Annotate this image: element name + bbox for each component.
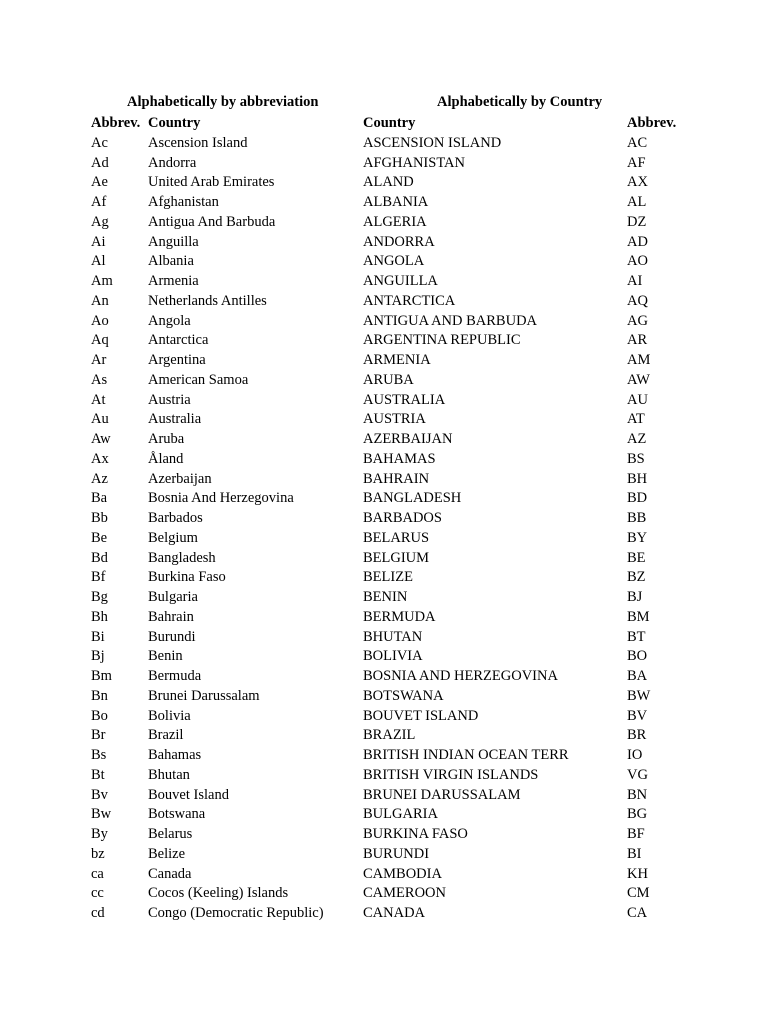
left-country-column (148, 114, 324, 924)
right-country-cell: AFGHANISTAN (363, 154, 465, 171)
right-country-cell: BURKINA FASO (363, 826, 468, 842)
right-country-header: Country (363, 115, 416, 131)
left-abbrev-cell: ca (91, 865, 104, 882)
left-country-cell: Belarus (148, 826, 193, 842)
heading-by-country: Alphabetically by Country (437, 94, 603, 110)
left-abbrev-cell: Bs (91, 747, 107, 763)
right-country-cell: BARBADOS (363, 510, 442, 526)
left-abbrev-cell: Bg (91, 589, 108, 605)
right-country-cell: BRITISH INDIAN OCEAN TERR (363, 747, 569, 763)
right-country-cell: ANDORRA (363, 233, 435, 250)
right-country-cell: BELIZE (363, 569, 413, 586)
left-abbrev-cell: bz (91, 845, 105, 862)
left-country-cell: Cocos (Keeling) Islands (148, 885, 289, 902)
right-abbrev-cell: AF (627, 154, 646, 171)
right-country-cell: BURUNDI (363, 845, 430, 862)
right-country-cell: AZERBAIJAN (363, 431, 453, 447)
left-abbrev-cell: Bo (91, 707, 108, 724)
right-country-cell: BENIN (363, 589, 408, 605)
left-country-cell: Bolivia (148, 707, 191, 724)
right-abbrev-cell: BB (627, 510, 647, 526)
left-abbrev-cell: As (91, 371, 108, 388)
right-abbrev-cell: CA (627, 905, 648, 921)
left-country-cell: Bhutan (148, 766, 190, 783)
right-country-column (363, 114, 569, 924)
left-abbrev-cell: By (91, 826, 108, 842)
left-abbrev-cell: Bm (91, 668, 112, 684)
right-country-cell: ANGUILLA (363, 273, 438, 289)
left-country-cell: Bermuda (148, 668, 202, 684)
right-abbrev-cell: BS (627, 450, 645, 467)
left-abbrev-cell: Az (91, 470, 108, 487)
right-abbrev-cell: AZ (627, 431, 647, 447)
right-country-cell: BOSNIA AND HERZEGOVINA (363, 668, 558, 684)
right-abbrev-cell: BR (627, 727, 647, 744)
right-abbrev-cell: BZ (627, 569, 646, 586)
right-abbrev-cell: AD (627, 233, 648, 250)
left-country-cell: Belgium (148, 529, 198, 546)
right-country-cell: BELARUS (363, 529, 430, 546)
right-country-cell: AUSTRIA (363, 411, 426, 428)
right-abbrev-cell: VG (627, 766, 648, 783)
left-country-cell: Albania (148, 253, 194, 270)
left-country-cell: Anguilla (148, 233, 199, 250)
right-abbrev-column (627, 114, 676, 924)
left-country-cell: Azerbaijan (148, 470, 212, 487)
left-country-cell: Ascension Island (148, 134, 248, 151)
right-country-cell: BAHAMAS (363, 450, 436, 467)
right-abbrev-cell: BE (627, 549, 646, 566)
right-abbrev-cell: BD (627, 490, 648, 507)
left-abbrev-cell: Ao (91, 312, 109, 329)
right-country-cell: ARMENIA (363, 352, 431, 368)
right-country-cell: ARGENTINA REPUBLIC (363, 332, 521, 349)
left-country-cell: Bahamas (148, 747, 202, 763)
left-abbrev-cell: Ad (91, 154, 109, 171)
heading-by-abbreviation: Alphabetically by abbreviation (127, 94, 319, 110)
right-country-cell: BRAZIL (363, 727, 416, 744)
right-country-cell: CAMBODIA (363, 865, 442, 882)
right-abbrev-cell: AT (627, 411, 645, 428)
right-abbrev-cell: DZ (627, 213, 647, 230)
left-abbrev-cell: Aq (91, 332, 109, 349)
left-abbrev-cell: Bn (91, 687, 108, 704)
left-abbrev-cell: Bw (91, 806, 112, 823)
left-country-cell: Brazil (148, 727, 184, 744)
right-country-cell: BERMUDA (363, 608, 436, 625)
left-abbrev-cell: Ax (91, 450, 109, 467)
right-country-cell: CAMEROON (363, 885, 446, 902)
right-abbrev-cell: BH (627, 470, 648, 487)
left-abbrev-cell: Bb (91, 510, 108, 526)
left-abbrev-cell: At (91, 391, 106, 408)
right-country-cell: BELGIUM (363, 549, 430, 566)
left-country-cell: Aruba (148, 431, 185, 447)
right-country-cell: BAHRAIN (363, 470, 430, 487)
left-country-cell: Argentina (148, 352, 206, 368)
left-abbrev-cell: Bj (91, 648, 105, 665)
right-abbrev-cell: AW (627, 371, 650, 388)
left-country-cell: Canada (148, 865, 192, 882)
left-country-cell: Austria (148, 391, 191, 408)
left-abbrev-cell: cc (91, 885, 104, 902)
left-abbrev-cell: Au (91, 411, 109, 428)
left-abbrev-cell: Af (91, 194, 107, 210)
right-abbrev-cell: BN (627, 786, 648, 803)
left-country-cell: Belize (148, 845, 186, 862)
right-country-cell: ARUBA (363, 371, 414, 388)
left-abbrev-cell: Am (91, 273, 113, 289)
left-abbrev-cell: Br (91, 727, 106, 744)
left-abbrev-cell: Bt (91, 766, 105, 783)
left-country-header: Country (148, 115, 201, 131)
right-abbrev-cell: IO (627, 747, 643, 763)
right-abbrev-cell: BW (627, 687, 651, 704)
left-abbrev-cell: Aw (91, 431, 111, 447)
right-abbrev-cell: BJ (627, 589, 643, 605)
right-country-cell: ALBANIA (363, 194, 429, 210)
right-abbrev-cell: AM (627, 352, 651, 368)
left-country-cell: Antarctica (148, 332, 209, 349)
left-country-cell: Antigua And Barbuda (148, 213, 276, 230)
right-country-cell: BOLIVIA (363, 648, 423, 665)
right-country-cell: BRUNEI DARUSSALAM (363, 786, 521, 803)
right-abbrev-header: Abbrev. (627, 115, 677, 131)
left-abbrev-cell: Bi (91, 628, 105, 645)
right-abbrev-cell: AI (627, 273, 643, 289)
left-country-cell: Botswana (148, 806, 206, 823)
left-abbrev-cell: Bd (91, 549, 108, 566)
right-abbrev-cell: AQ (627, 292, 648, 309)
right-country-cell: BHUTAN (363, 628, 423, 645)
left-abbrev-cell: Ar (91, 352, 107, 368)
left-abbrev-cell: Al (91, 253, 106, 270)
left-country-cell: Bahrain (148, 608, 194, 625)
left-country-cell: Bangladesh (148, 549, 216, 566)
left-abbrev-cell: Bv (91, 786, 108, 803)
left-abbrev-cell: Ag (91, 213, 109, 230)
right-country-cell: ASCENSION ISLAND (363, 134, 502, 151)
right-country-cell: ALGERIA (363, 213, 427, 230)
right-abbrev-cell: CM (627, 885, 650, 902)
right-country-cell: BOUVET ISLAND (363, 707, 479, 724)
left-abbrev-cell: Ba (91, 490, 108, 507)
right-country-cell: BOTSWANA (363, 687, 444, 704)
left-country-cell: Afghanistan (148, 194, 219, 210)
left-country-cell: Bouvet Island (148, 786, 229, 803)
right-country-cell: CANADA (363, 905, 426, 921)
left-country-cell: Åland (148, 450, 184, 467)
left-abbrev-cell: Ai (91, 233, 106, 250)
left-country-cell: Bosnia And Herzegovina (148, 490, 294, 507)
left-country-cell: Burundi (148, 628, 196, 645)
left-country-cell: American Samoa (148, 371, 249, 388)
left-country-cell: Armenia (148, 273, 199, 289)
right-abbrev-cell: BM (627, 608, 650, 625)
right-abbrev-cell: KH (627, 865, 648, 882)
left-abbrev-header: Abbrev. (91, 115, 141, 131)
right-abbrev-cell: AO (627, 253, 648, 270)
left-abbrev-cell: Ae (91, 174, 108, 191)
left-country-cell: Netherlands Antilles (148, 292, 267, 309)
left-abbrev-cell: An (91, 292, 109, 309)
right-abbrev-cell: AU (627, 391, 648, 408)
left-country-cell: Andorra (148, 154, 197, 171)
right-abbrev-cell: AX (627, 174, 648, 191)
right-country-cell: BULGARIA (363, 806, 438, 823)
right-abbrev-cell: BY (627, 529, 648, 546)
left-abbrev-cell: cd (91, 905, 105, 921)
left-country-cell: Congo (Democratic Republic) (148, 905, 324, 921)
right-country-cell: ALAND (363, 174, 414, 191)
right-abbrev-cell: AC (627, 134, 648, 151)
right-abbrev-cell: BO (627, 648, 648, 665)
right-country-cell: AUSTRALIA (363, 391, 446, 408)
left-abbrev-cell: Ac (91, 134, 108, 151)
right-abbrev-cell: BF (627, 826, 645, 842)
right-country-cell: ANGOLA (363, 253, 425, 270)
left-country-cell: Bulgaria (148, 589, 198, 605)
right-abbrev-cell: AR (627, 332, 648, 349)
right-abbrev-cell: AG (627, 312, 648, 329)
left-country-cell: Brunei Darussalam (148, 687, 260, 704)
left-country-cell: Angola (148, 312, 191, 329)
right-country-cell: BANGLADESH (363, 490, 462, 507)
right-abbrev-cell: BA (627, 668, 648, 684)
right-country-cell: ANTARCTICA (363, 292, 456, 309)
right-abbrev-cell: BG (627, 806, 648, 823)
left-country-cell: Burkina Faso (148, 569, 226, 586)
left-abbrev-column (91, 114, 140, 924)
right-abbrev-cell: BV (627, 707, 648, 724)
right-abbrev-cell: AL (627, 194, 647, 210)
left-abbrev-cell: Bh (91, 608, 108, 625)
left-country-cell: United Arab Emirates (148, 174, 275, 191)
left-abbrev-cell: Bf (91, 569, 106, 586)
right-abbrev-cell: BT (627, 628, 646, 645)
right-country-cell: BRITISH VIRGIN ISLANDS (363, 766, 539, 783)
left-country-cell: Barbados (148, 510, 203, 526)
left-country-cell: Benin (148, 648, 183, 665)
left-abbrev-cell: Be (91, 529, 108, 546)
right-country-cell: ANTIGUA AND BARBUDA (363, 312, 538, 329)
left-country-cell: Australia (148, 411, 202, 428)
right-abbrev-cell: BI (627, 845, 642, 862)
